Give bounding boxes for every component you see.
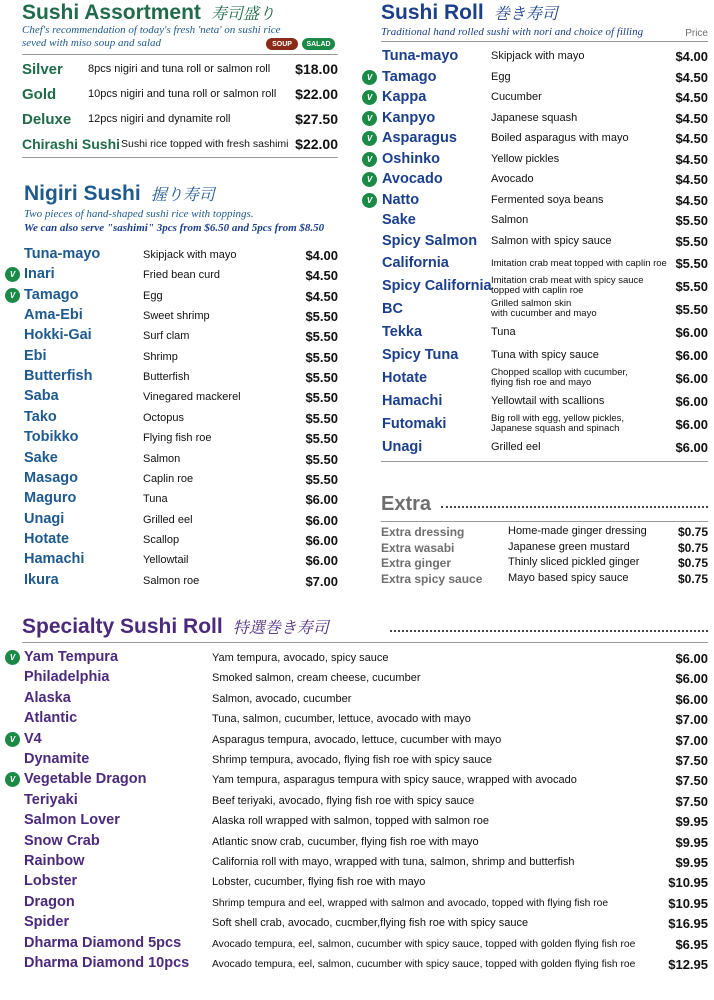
item-name: Extra dressing bbox=[381, 525, 465, 539]
assortment-subtitle-1: Chef's recommendation of today's fresh 'neta' on sushi rice bbox=[22, 24, 281, 36]
item-description: Thinly sliced pickled ginger bbox=[508, 556, 640, 568]
item-name: Kanpyo bbox=[382, 110, 436, 126]
item-description: Grilled eel bbox=[143, 513, 193, 526]
item-description: Avocado bbox=[491, 173, 534, 185]
item-description: Butterfish bbox=[143, 371, 190, 384]
item-price: $4.50 bbox=[675, 90, 708, 105]
item-name: Chirashi Sushi bbox=[22, 136, 121, 152]
menu-item bbox=[361, 391, 708, 412]
specialty-top-rule bbox=[22, 642, 708, 643]
menu-item bbox=[381, 540, 708, 555]
item-description: Lobster, cucumber, flying fish roe with mayo bbox=[212, 876, 426, 889]
menu-item bbox=[361, 368, 708, 389]
item-description: Yam tempura, asparagus tempura with spicy sauce, wrapped with avocado bbox=[212, 774, 577, 787]
vegetarian-icon: V bbox=[362, 193, 377, 208]
roll-title-jp: 巻き寿司 bbox=[493, 4, 558, 23]
item-name: Oshinko bbox=[382, 151, 441, 167]
item-price: $0.75 bbox=[677, 556, 708, 570]
item-description: Smoked salmon, cream cheese, cucumber bbox=[212, 672, 421, 685]
item-description: 10pcs nigiri and tuna roll or salmon roll bbox=[88, 88, 277, 100]
item-price: $7.50 bbox=[675, 793, 708, 809]
item-description: Yam tempura, avocado, spicy sauce bbox=[212, 652, 389, 664]
item-name: Unagi bbox=[24, 510, 65, 527]
item-name: Atlantic bbox=[24, 710, 78, 727]
vegetarian-icon: V bbox=[362, 70, 377, 85]
item-name: Hokki-Gai bbox=[24, 327, 92, 344]
menu-item bbox=[361, 414, 708, 435]
item-price: $7.00 bbox=[305, 573, 338, 589]
item-price: $0.75 bbox=[677, 571, 708, 586]
item-description: Big roll with egg, yellow pickles, bbox=[491, 413, 625, 424]
extra-top-rule bbox=[381, 521, 708, 522]
menu-item bbox=[4, 689, 708, 709]
item-price: $6.00 bbox=[675, 325, 708, 340]
menu-item bbox=[4, 852, 708, 872]
item-description: Flying fish roe bbox=[143, 432, 212, 445]
item-price: $4.50 bbox=[675, 111, 708, 126]
menu-item bbox=[361, 299, 708, 320]
item-price: $5.50 bbox=[675, 302, 708, 317]
item-name: Ikura bbox=[24, 571, 59, 588]
specialty-title-text: Specialty Sushi Roll bbox=[22, 615, 223, 638]
item-description: Salmon bbox=[491, 214, 529, 226]
item-price: $5.50 bbox=[675, 213, 708, 228]
item-name: Rainbow bbox=[24, 853, 85, 869]
item-description: Shrimp tempura, avocado, flying fish roe with spicy sauce bbox=[212, 754, 493, 766]
item-price: $22.00 bbox=[295, 86, 338, 102]
menu-item bbox=[22, 134, 338, 154]
menu-item bbox=[361, 322, 708, 343]
item-description: Shrimp bbox=[143, 350, 178, 363]
item-name: Hamachi bbox=[24, 551, 85, 568]
menu-item bbox=[4, 730, 708, 750]
item-description: Octopus bbox=[143, 411, 184, 424]
nigiri-subtitle-1: Two pieces of hand-shaped sushi rice with toppings. bbox=[24, 208, 254, 220]
item-price: $6.00 bbox=[675, 691, 708, 707]
nigiri-title-jp: 握り寿司 bbox=[150, 185, 215, 204]
menu-item bbox=[4, 387, 338, 407]
item-description-line-2: Japanese squash and spinach bbox=[491, 423, 620, 434]
item-name: Tamago bbox=[24, 286, 79, 303]
item-price: $4.50 bbox=[675, 152, 708, 167]
assortment-title bbox=[22, 1, 275, 26]
item-name: Snow Crab bbox=[24, 832, 100, 849]
item-name: Philadelphia bbox=[24, 669, 110, 686]
item-description: Fried bean curd bbox=[143, 269, 221, 282]
item-price: $4.00 bbox=[305, 248, 338, 263]
menu-item bbox=[361, 231, 708, 252]
menu-item bbox=[361, 345, 708, 366]
menu-item bbox=[4, 913, 708, 933]
item-name: Sake bbox=[382, 212, 416, 228]
menu-item bbox=[4, 832, 708, 852]
item-description-line-2: with cucumber and mayo bbox=[491, 308, 597, 319]
item-description: Asparagus tempura, avocado, lettuce, cucumber with mayo bbox=[212, 733, 502, 746]
item-description: Tuna bbox=[143, 493, 168, 506]
soup-badge: SOUP bbox=[266, 38, 298, 50]
menu-item bbox=[4, 791, 708, 811]
roll-title bbox=[381, 1, 558, 26]
menu-item bbox=[4, 286, 338, 306]
assortment-section bbox=[22, 0, 338, 160]
item-name: Silver bbox=[22, 60, 63, 78]
menu-item bbox=[4, 709, 708, 729]
item-name: Spider bbox=[24, 914, 70, 931]
roll-top-rule bbox=[381, 41, 708, 42]
item-price: $6.95 bbox=[675, 936, 708, 952]
item-price: $5.50 bbox=[305, 471, 338, 487]
item-price: $0.75 bbox=[677, 525, 708, 539]
salad-badge: SALAD bbox=[302, 38, 335, 50]
item-price: $10.95 bbox=[668, 895, 708, 911]
nigiri-subtitle-2: We can also serve "sashimi" 3pcs from $6.50 and 5pcs from $8.50 bbox=[24, 222, 325, 234]
item-description: 12pcs nigiri and dynamite roll bbox=[88, 113, 231, 125]
item-name: Teriyaki bbox=[24, 791, 78, 808]
item-name: Hamachi bbox=[382, 393, 443, 409]
item-description: Japanese squash bbox=[491, 112, 578, 124]
vegetarian-icon: V bbox=[5, 732, 20, 747]
item-description: Salmon with spicy sauce bbox=[491, 235, 612, 247]
item-price: $5.50 bbox=[675, 234, 708, 249]
item-name: Salmon Lover bbox=[24, 812, 120, 829]
specialty-title bbox=[22, 615, 329, 640]
vegetarian-icon: V bbox=[362, 152, 377, 167]
menu-item bbox=[361, 437, 708, 458]
item-price: $6.00 bbox=[305, 492, 338, 508]
item-price: $5.50 bbox=[305, 431, 338, 447]
item-price: $22.00 bbox=[295, 136, 338, 152]
item-name: Extra wasabi bbox=[381, 540, 455, 555]
item-name: Spicy California bbox=[382, 278, 492, 294]
item-price: $5.50 bbox=[305, 410, 338, 426]
menu-item bbox=[4, 893, 708, 913]
menu-item bbox=[4, 770, 708, 790]
item-price: $4.50 bbox=[305, 288, 338, 304]
menu-item bbox=[361, 87, 708, 108]
menu-item bbox=[4, 449, 338, 469]
item-price: $7.00 bbox=[675, 732, 708, 748]
item-price: $18.00 bbox=[295, 61, 338, 77]
menu-item bbox=[4, 428, 338, 448]
menu-item bbox=[4, 245, 338, 265]
item-description: Yellowtail with scallions bbox=[491, 395, 605, 407]
item-name: Futomaki bbox=[382, 416, 447, 432]
item-name: Maguro bbox=[24, 490, 77, 507]
menu-item bbox=[361, 253, 708, 274]
item-description: Salmon, avocado, cucumber bbox=[212, 692, 352, 705]
vegetarian-icon: V bbox=[362, 131, 377, 146]
item-description: Egg bbox=[491, 71, 511, 83]
item-description: Tuna bbox=[491, 326, 516, 338]
item-price: $12.95 bbox=[668, 957, 708, 972]
item-name: California bbox=[382, 255, 449, 271]
item-description: Salmon roe bbox=[143, 574, 200, 587]
menu-item bbox=[4, 571, 338, 591]
assortment-title-text: Sushi Assortment bbox=[22, 1, 201, 24]
item-description: Grilled salmon skin bbox=[491, 298, 572, 309]
item-name: Sake bbox=[24, 449, 58, 466]
item-name: Butterfish bbox=[24, 368, 93, 385]
item-description: Japanese green mustard bbox=[508, 540, 630, 553]
menu-item bbox=[4, 510, 338, 530]
item-price: $5.50 bbox=[305, 309, 338, 325]
item-description: Salmon bbox=[143, 452, 181, 465]
item-price: $6.00 bbox=[675, 417, 708, 432]
item-price: $5.50 bbox=[305, 370, 338, 386]
item-price: $4.00 bbox=[675, 49, 708, 64]
roll-section bbox=[361, 0, 708, 465]
menu-item bbox=[361, 46, 708, 67]
menu-item bbox=[4, 347, 338, 367]
item-price: $9.95 bbox=[675, 834, 708, 850]
item-description: Avocado tempura, eel, salmon, cucumber with spicy sauce, topped with golden flying fish roe bbox=[212, 959, 636, 970]
item-price: $10.95 bbox=[668, 875, 708, 891]
menu-item bbox=[4, 934, 708, 954]
item-name: Dharma Diamond 5pcs bbox=[24, 934, 182, 951]
item-name: Tekka bbox=[382, 324, 423, 340]
nigiri-title-text: Nigiri Sushi bbox=[24, 182, 141, 205]
menu-item bbox=[4, 326, 338, 346]
vegetarian-icon: V bbox=[362, 90, 377, 105]
vegetarian-icon: V bbox=[362, 111, 377, 126]
item-price: $6.00 bbox=[675, 440, 708, 455]
menu-item bbox=[381, 524, 708, 539]
item-price: $4.50 bbox=[675, 172, 708, 187]
item-description: Soft shell crab, avocado, cucmber,flying fish roe with spicy sauce bbox=[212, 917, 529, 930]
item-description: Shrimp tempura and eel, wrapped with salmon and avocado, topped with flying fish roe bbox=[212, 897, 609, 909]
item-name: Dragon bbox=[24, 893, 75, 910]
item-description: Boiled asparagus with mayo bbox=[491, 132, 629, 144]
item-price: $6.00 bbox=[675, 651, 708, 666]
menu-item bbox=[22, 59, 338, 79]
item-price: $9.95 bbox=[675, 814, 708, 830]
menu-item bbox=[4, 872, 708, 892]
item-description: Alaska roll wrapped with salmon, topped with salmon roe bbox=[212, 815, 489, 828]
item-price: $4.50 bbox=[305, 268, 338, 284]
item-name: Kappa bbox=[382, 89, 427, 105]
item-price: $5.50 bbox=[305, 349, 338, 365]
item-name: Vegetable Dragon bbox=[24, 771, 147, 788]
item-name: Ama-Ebi bbox=[24, 307, 83, 324]
item-price: $16.95 bbox=[668, 916, 708, 932]
item-price: $4.50 bbox=[675, 131, 708, 146]
specialty-title-jp: 特選巻き寿司 bbox=[232, 618, 329, 637]
menu-item bbox=[4, 306, 338, 326]
item-name: Ebi bbox=[24, 347, 47, 364]
roll-price-header: Price bbox=[685, 28, 708, 39]
item-name: Inari bbox=[24, 266, 55, 283]
item-description: Egg bbox=[143, 289, 163, 302]
item-name: Hotate bbox=[24, 530, 70, 547]
assortment-bottom-rule bbox=[22, 157, 338, 158]
item-description: Grilled eel bbox=[491, 441, 541, 453]
menu-item bbox=[361, 128, 708, 149]
item-price: $7.50 bbox=[675, 753, 708, 768]
menu-item bbox=[381, 571, 708, 586]
menu-item bbox=[4, 811, 708, 831]
extra-section bbox=[381, 490, 708, 590]
item-name: Tako bbox=[24, 408, 57, 425]
item-name: Masago bbox=[24, 469, 78, 486]
menu-item bbox=[361, 190, 708, 211]
item-description: Imitation crab meat topped with caplin roe bbox=[491, 258, 667, 269]
menu-item bbox=[361, 67, 708, 88]
item-name: Tuna-mayo bbox=[382, 48, 459, 64]
item-price: $4.50 bbox=[675, 70, 708, 85]
item-name: BC bbox=[382, 301, 403, 317]
item-description: Tuna with spicy sauce bbox=[491, 349, 599, 361]
item-price: $6.00 bbox=[675, 348, 708, 363]
item-description: Scallop bbox=[143, 533, 180, 546]
assortment-top-rule bbox=[22, 54, 338, 55]
item-name: Tamago bbox=[382, 69, 437, 85]
menu-item bbox=[4, 408, 338, 428]
item-description: Fermented soya beans bbox=[491, 194, 604, 206]
item-description: California roll with mayo, wrapped with tuna, salmon, shrimp and butterfish bbox=[212, 856, 575, 868]
item-description-line-2: flying fish roe and mayo bbox=[491, 377, 592, 388]
item-name: Spicy Tuna bbox=[382, 347, 459, 363]
item-price: $6.00 bbox=[305, 532, 338, 548]
item-description: Skipjack with mayo bbox=[143, 249, 237, 261]
item-description: Caplin roe bbox=[143, 472, 194, 485]
item-price: $4.50 bbox=[675, 193, 708, 208]
item-name: Natto bbox=[382, 192, 420, 208]
item-name: Lobster bbox=[24, 873, 78, 890]
item-price: $7.00 bbox=[675, 712, 708, 728]
item-price: $5.50 bbox=[305, 451, 338, 467]
menu-item bbox=[4, 265, 338, 285]
specialty-section bbox=[4, 612, 708, 982]
item-description: Mayo based spicy sauce bbox=[508, 571, 629, 584]
item-price: $5.50 bbox=[675, 256, 708, 271]
item-price: $6.00 bbox=[675, 671, 708, 687]
item-name: Dynamite bbox=[24, 751, 90, 767]
item-name: Asparagus bbox=[382, 130, 457, 146]
item-description: Avocado tempura, eel, salmon, cucumber with spicy sauce, topped with golden flying fish roe bbox=[212, 938, 636, 950]
vegetarian-icon: V bbox=[5, 772, 20, 787]
item-price: $6.00 bbox=[305, 512, 338, 528]
item-description: Surf clam bbox=[143, 330, 190, 343]
item-description: Beef teriyaki, avocado, flying fish roe with spicy sauce bbox=[212, 794, 475, 807]
extra-title-leader bbox=[441, 506, 708, 508]
menu-item bbox=[4, 750, 708, 770]
vegetarian-icon: V bbox=[5, 288, 20, 303]
item-name: Unagi bbox=[382, 439, 423, 455]
menu-item bbox=[22, 84, 338, 104]
item-description: Cucumber bbox=[491, 91, 542, 103]
item-name: Avocado bbox=[382, 171, 443, 187]
item-name: Deluxe bbox=[22, 110, 72, 128]
item-description: Imitation crab meat with spicy sauce bbox=[491, 275, 644, 286]
item-description: Chopped scallop with cucumber, bbox=[491, 367, 628, 378]
item-price: $5.50 bbox=[305, 329, 338, 345]
item-description: Skipjack with mayo bbox=[491, 50, 585, 62]
menu-item bbox=[381, 555, 708, 570]
nigiri-title bbox=[24, 182, 215, 207]
item-name: Tobikko bbox=[24, 429, 79, 446]
item-description: Sweet shrimp bbox=[143, 310, 210, 323]
menu-item bbox=[4, 530, 338, 550]
item-description: Home-made ginger dressing bbox=[508, 525, 647, 537]
item-price: $5.50 bbox=[305, 390, 338, 406]
item-description: Vinegared mackerel bbox=[143, 391, 241, 404]
menu-item bbox=[22, 109, 338, 129]
item-name: Gold bbox=[22, 85, 57, 103]
vegetarian-icon: V bbox=[362, 172, 377, 187]
item-name: Extra ginger bbox=[381, 556, 452, 570]
item-name: Hotate bbox=[382, 370, 428, 386]
item-description: Yellowtail bbox=[143, 554, 189, 567]
roll-bottom-rule bbox=[381, 461, 708, 462]
item-price: $5.50 bbox=[675, 279, 708, 294]
menu-item bbox=[4, 367, 338, 387]
item-price: $0.75 bbox=[677, 540, 708, 555]
vegetarian-icon: V bbox=[5, 267, 20, 282]
vegetarian-icon: V bbox=[5, 650, 20, 665]
menu-item bbox=[4, 489, 338, 509]
item-name: V4 bbox=[24, 730, 42, 747]
item-name: Spicy Salmon bbox=[382, 233, 478, 249]
item-price: $27.50 bbox=[295, 111, 338, 127]
item-description: 8pcs nigiri and tuna roll or salmon roll bbox=[88, 63, 271, 75]
item-name: Saba bbox=[24, 388, 59, 405]
nigiri-section bbox=[4, 180, 338, 595]
item-price: $6.00 bbox=[675, 371, 708, 386]
item-name: Dharma Diamond 10pcs bbox=[24, 955, 190, 971]
menu-item bbox=[4, 954, 708, 974]
item-description: Sushi rice topped with fresh sashimi bbox=[121, 138, 289, 150]
menu-item bbox=[361, 276, 708, 297]
item-description: Tuna, salmon, cucumber, lettuce, avocado with mayo bbox=[212, 713, 471, 726]
menu-item bbox=[4, 550, 338, 570]
item-name: Alaska bbox=[24, 689, 71, 706]
item-name: Yam Tempura bbox=[24, 649, 119, 665]
menu-item bbox=[361, 108, 708, 129]
specialty-title-leader bbox=[390, 630, 708, 632]
menu-item bbox=[361, 149, 708, 170]
menu-item bbox=[4, 648, 708, 668]
menu-item bbox=[4, 668, 708, 688]
item-price: $9.95 bbox=[675, 855, 708, 870]
assortment-subtitle-2: seved with miso soup and salad bbox=[22, 37, 162, 49]
assortment-title-jp: 寿司盛り bbox=[210, 4, 275, 23]
roll-title-text: Sushi Roll bbox=[381, 1, 484, 24]
item-price: $6.00 bbox=[305, 553, 338, 569]
item-description: Atlantic snow crab, cucumber, flying fish roe with mayo bbox=[212, 835, 479, 848]
item-price: $6.00 bbox=[675, 394, 708, 409]
item-description-line-2: topped with caplin roe bbox=[491, 285, 584, 296]
menu-item bbox=[361, 169, 708, 190]
item-name: Tuna-mayo bbox=[24, 246, 101, 262]
extra-title: Extra bbox=[381, 493, 432, 515]
item-description: Yellow pickles bbox=[491, 153, 560, 165]
item-price: $7.50 bbox=[675, 773, 708, 789]
menu-item bbox=[4, 469, 338, 489]
roll-subtitle: Traditional hand rolled sushi with nori and choice of filling bbox=[381, 26, 644, 38]
item-name: Extra spicy sauce bbox=[381, 571, 483, 586]
menu-item bbox=[361, 210, 708, 231]
